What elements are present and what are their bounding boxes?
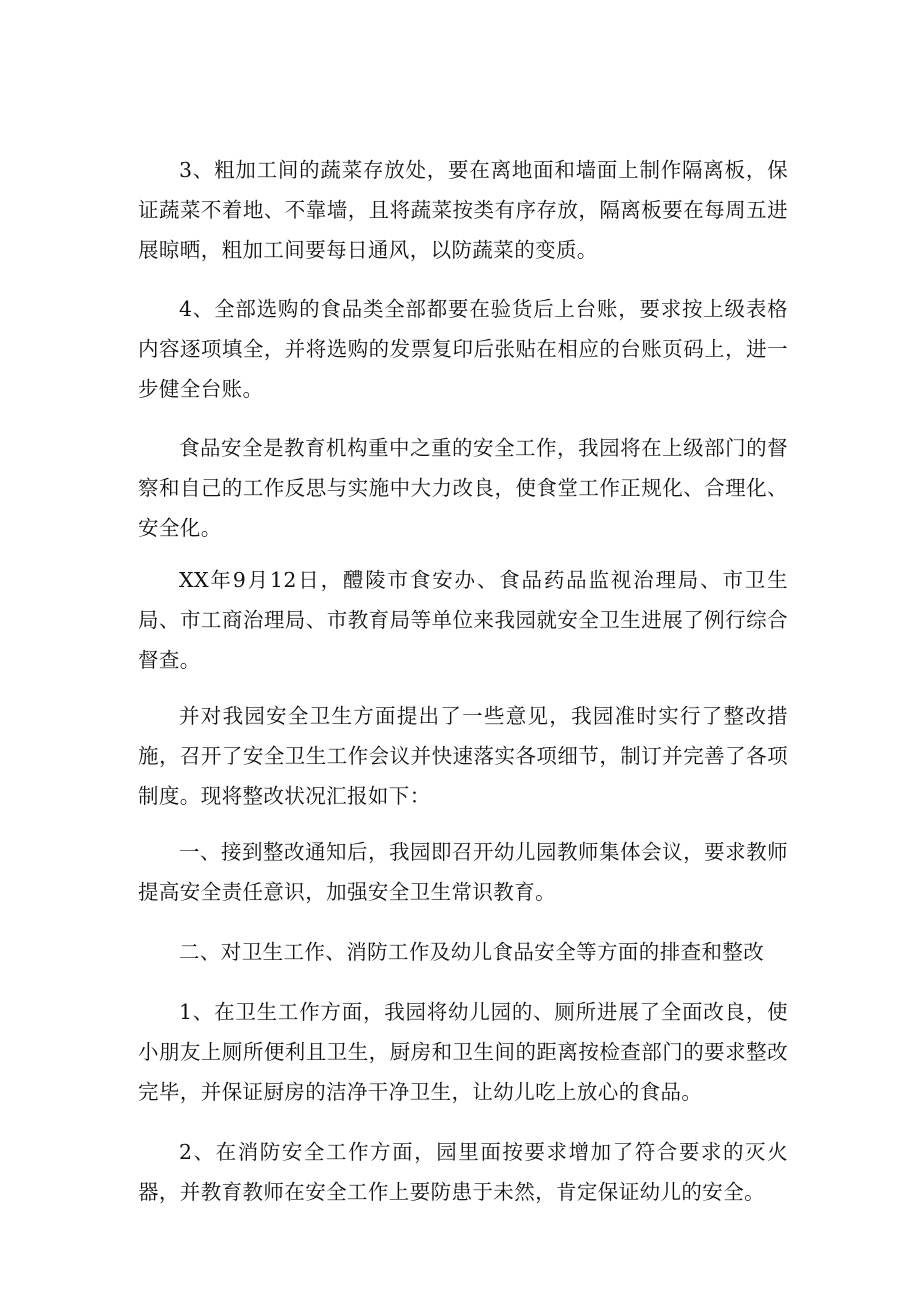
paragraph-hygiene-work: 1、在卫生工作方面，我园将幼儿园的、厕所进展了全面改良，使小朋友上厕所便利且卫生，厨房和卫生间的距离按检查部门的要求整改完毕，并保证厨房的洁净干净卫生，让幼儿吃上放心的食品。 — [138, 1000, 788, 1104]
document-body — [138, 150, 788, 1230]
paragraph-section-two-heading: 二、对卫生工作、消防工作及幼儿食品安全等方面的排查和整改 — [179, 940, 765, 964]
paragraph-inspection-date: XX年9月12日，醴陵市食安办、食品药品监视治理局、市卫生局、市工商治理局、市教育局等单位来我园就安全卫生进展了例行综合督查。 — [138, 568, 788, 672]
paragraph-section-one: 一、接到整改通知后，我园即召开幼儿园教师集体会议，要求教师提高安全责任意识，加强安全卫生常识教育。 — [138, 840, 788, 904]
paragraph-rectification-intro: 并对我园安全卫生方面提出了一些意见，我园准时实行了整改措施，召开了安全卫生工作会议并快速落实各项细节，制订并完善了各项制度。现将整改状况汇报如下： — [138, 704, 788, 808]
paragraph-food-safety-summary: 食品安全是教育机构重中之重的安全工作，我园将在上级部门的督察和自己的工作反思与实施中大力改良，使食堂工作正规化、合理化、安全化。 — [138, 436, 788, 540]
paragraph-purchase-ledger: 4、全部选购的食品类全部都要在验货后上台账，要求按上级表格内容逐项填全，并将选购的发票复印后张贴在相应的台账页码上，进一步健全台账。 — [138, 297, 788, 401]
paragraph-fire-safety: 2、在消防安全工作方面，园里面按要求增加了符合要求的灭火器，并教育教师在安全工作上要防患于未然，肯定保证幼儿的安全。 — [138, 1140, 788, 1204]
paragraph-vegetable-storage: 3、粗加工间的蔬菜存放处，要在离地面和墙面上制作隔离板，保证蔬菜不着地、不靠墙，且将蔬菜按类有序存放，隔离板要在每周五进展晾晒，粗加工间要每日通风，以防蔬菜的变质。 — [138, 158, 788, 262]
